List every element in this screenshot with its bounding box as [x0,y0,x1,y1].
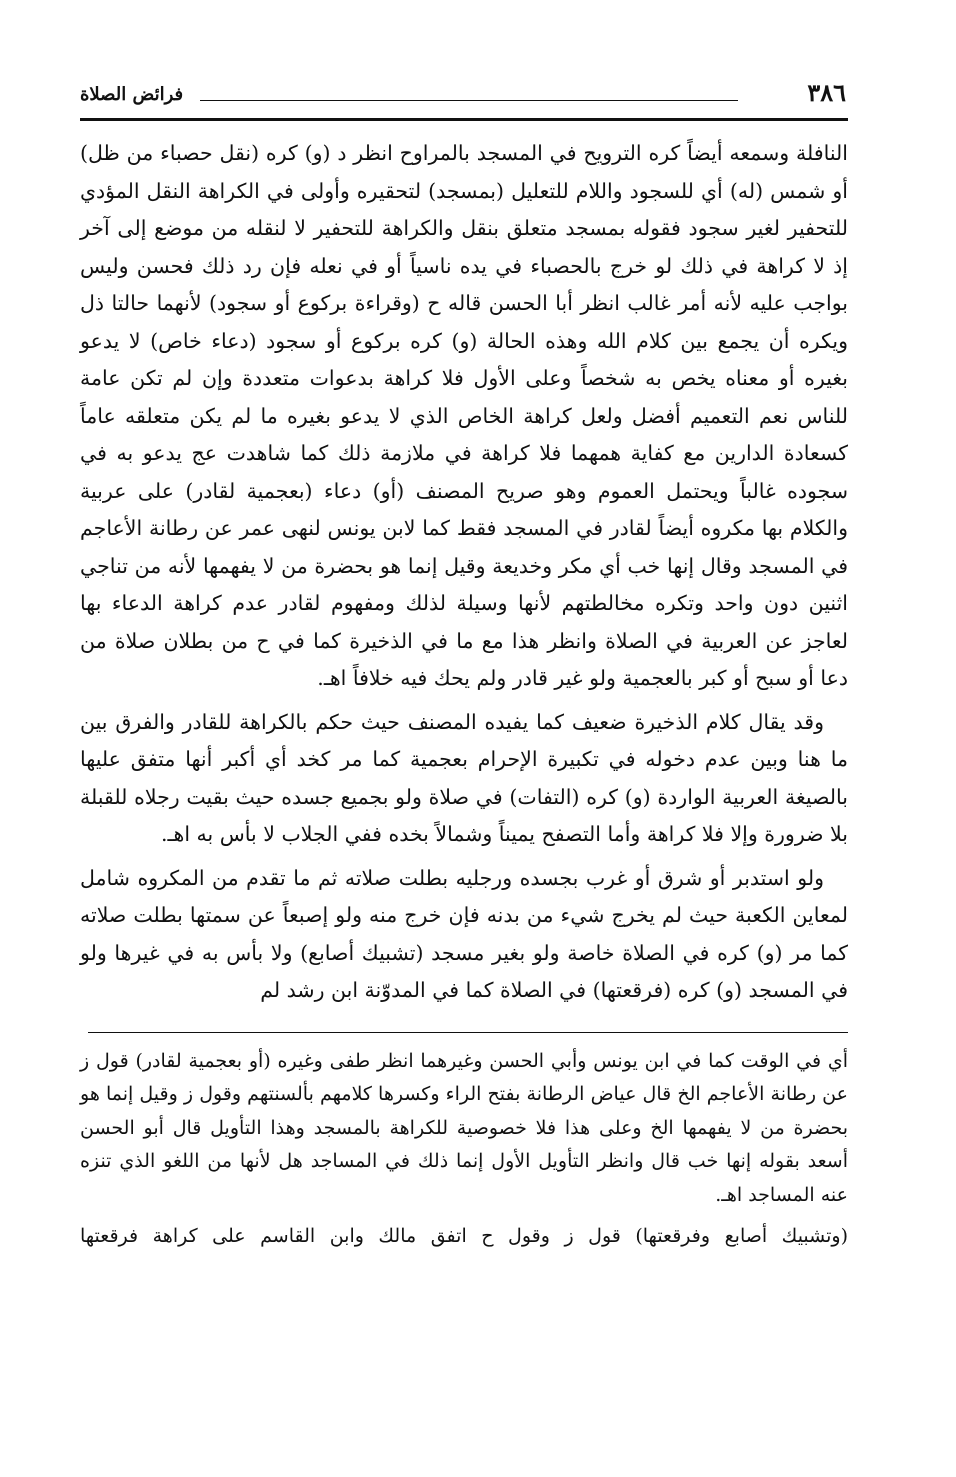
page-header [80,78,848,108]
footnote-separator [88,1032,848,1033]
book-page [80,78,848,1262]
footnote-1: أي في الوقت كما في ابن يونس وأبي الحسن وغيرهما انظر طفى وغيره (أو بعجمية لقادر) قول ز عن رطانة الأعاجم الخ قال عياض الرطانة بفتح الراء وكسرها كلامهم بألسنتهم وقول ز وقيل إنما هو بحضرة من لا يفهمها الخ وعلى هذا فلا خصوصية للكراهة بالمسجد وهذا التأويل قال أبو الحسن أسعد بقوله إنها خب قال وانظر التأويل الأول إنما ذلك في المساجد هل لأنها من اللغو الذي تنزه عنه المساجد اهـ. [80,1049,848,1206]
running-title: فرائض الصلاة [80,84,184,105]
footnote-2: (وتشبيك أصابع وفرقعتها) قول ز وقول ح اتفق مالك وابن القاسم على كراهة فرقعتها [80,1225,848,1247]
header-dash-line [200,100,738,101]
main-paragraph-1: النافلة وسمعه أيضاً كره الترويح في المسجد بالمراوح انظر د (و) كره (نقل حصباء من ظل) أو شمس (له) أي للسجود واللام للتعليل (بمسجد) لتحقيره وأولى في الكراهة النقل المؤدي للتحفير لغير سجود فقوله بمسجد متعلق بنقل والكراهة للتحفير لا لنقله من موضع إلى آخر إذ لا كراهة في ذلك لو خرج بالحصباء في يده ناسياً أو في نعله فإن رد ذلك فحسن وليس بواجب عليه لأنه أمر غالب انظر أبا الحسن قاله ح (وقراءة بركوع أو سجود) لأنهما حالتا ذل ويكره أن يجمع بين كلام الله وهذه الحالة (و) كره بركوع أو سجود (دعاء خاص) لا يدعو بغيره أو معناه يخص به شخصاً وعلى الأول فلا كراهة بدعوات متعددة وإن لم تكن عامة للناس نعم التعميم أفضل ولعل كراهة الخاص الذي لا يدعو بغيره ما لم يكن متعلقه عاماً كسعادة الدارين مع كفاية همهما فلا كراهة في ملازمة ذلك كما شاهدت عج يدعو به في سجوده غالباً ويحتمل العموم وهو صريح المصنف (أو) دعاء (بعجمية لقادر) على عربية والكلام بها مكروه أيضاً لقادر في المسجد فقط كما لابن يونس لنهى عمر عن رطانة الأعاجم في المسجد وقال إنها خب أي مكر وخديعة وقيل إنما هو بحضرة من لا يفهمها لأنه من تناجي اثنين دون واحد وتكره مخالطتهم لأنها وسيلة لذلك ومفهوم لقادر عدم كراهة الدعاء بها لعاجز عن العربية في الصلاة وانظر هذا مع ما في الذخيرة كما في ح من بطلان صلاة من دعا أو سبح أو كبر بالعجمية ولو غير قادر ولم يحك فيه خلافاً اهـ. [80,141,848,690]
main-paragraph-3: ولو استدبر أو شرق أو غرب بجسده ورجليه بطلت صلاته ثم ما تقدم من المكروه شامل لمعاين الكعبة حيث لم يخرج شيء من بدنه فإن خرج منه ولو إصبعاً عن سمتها بطلت صلاته كما مر (و) كره في الصلاة خاصة ولو بغير مسجد (تشبيك أصابع) ولا بأس به في غيرها ولو في المسجد (و) كره (فرقعتها) في الصلاة كما في المدوّنة ابن رشد لم [80,865,848,1002]
page-number: ٣٨٦ [807,78,846,107]
header-rule [80,118,848,121]
footnotes [80,1045,848,1254]
main-text [80,135,848,1010]
main-paragraph-2: وقد يقال كلام الذخيرة ضعيف كما يفيده المصنف حيث حكم بالكراهة للقادر والفرق بين ما هنا وبين عدم دخوله في تكبيرة الإحرام بعجمية كما مر كخد أي أكبر أنها متفق عليها بالصيغة العربية الواردة (و) كره (التفات) في صلاة ولو بجميع جسده حيث بقيت رجلاه للقبلة بلا ضرورة وإلا فلا كراهة وأما التصفح يميناً وشمالاً بخده ففي الجلاب لا بأس به اهـ. [80,709,848,846]
